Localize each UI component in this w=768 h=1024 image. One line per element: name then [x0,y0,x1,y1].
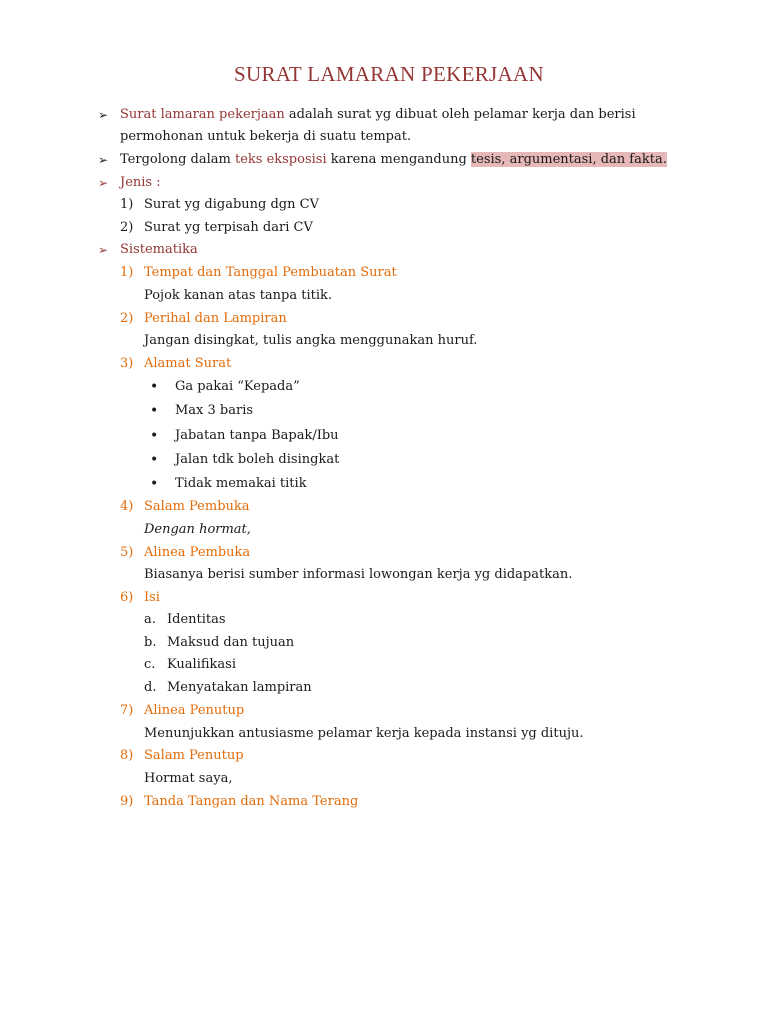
arrow-bullet-icon: ➢ [98,243,109,257]
bullet-dot-icon: • [150,452,159,468]
bullet-item: Tidak memakai titik [175,476,307,491]
list-item: Kualifikasi [167,657,236,672]
list-item: Surat yg terpisah dari CV [144,220,313,235]
bullet-item: Ga pakai “Kepada” [175,379,300,394]
section-heading: Salam Pembuka [144,499,250,514]
section-heading: Perihal dan Lampiran [144,311,287,326]
list-item: Menyatakan lampiran [167,680,312,695]
section-number: 4) [120,499,134,514]
section-heading: Tanda Tangan dan Nama Terang [144,794,359,809]
section-heading: Tempat dan Tanggal Pembuatan Surat [144,265,397,280]
bullet-item: Jalan tdk boleh disingkat [175,452,340,467]
list-item: Surat yg digabung dgn CV [144,197,319,212]
section-desc: Jangan disingkat, tulis angka menggunakan huruf. [144,333,478,348]
bullet-dot-icon: • [150,403,159,419]
bullet-dot-icon: • [150,379,159,395]
section-number: 5) [120,545,134,560]
section-number: 2) [120,311,134,326]
arrow-bullet-icon: ➢ [98,153,109,167]
list-letter: c. [144,657,156,672]
list-item: Maksud dan tujuan [167,635,295,650]
section-number: 9) [120,794,134,809]
section-desc: Hormat saya, [144,771,233,786]
section-number: 7) [120,703,134,718]
list-letter: d. [144,680,157,695]
section-heading: Isi [144,590,160,605]
page-title: SURAT LAMARAN PEKERJAAN [234,62,544,86]
section-desc: Pojok kanan atas tanpa titik. [144,288,333,303]
bullet-dot-icon: • [150,428,159,444]
list-letter: a. [144,612,156,627]
definition-term: Surat lamaran pekerjaan [120,107,285,122]
bullet-dot-icon: • [150,476,159,492]
bullet-item: Jabatan tanpa Bapak/Ibu [175,428,339,443]
list-item: Identitas [167,612,226,627]
section-number: 6) [120,590,134,605]
type-line: Tergolong dalam teks eksposisi karena mengandung tesis, argumentasi, dan fakta. [120,152,667,167]
section-heading: Salam Penutup [144,748,244,763]
section-number: 1) [120,265,134,280]
arrow-bullet-icon: ➢ [98,176,109,190]
highlighted-text: tesis, argumentasi, dan fakta. [470,152,667,167]
list-number: 1) [120,197,134,212]
section-desc: Menunjukkan antusiasme pelamar kerja kepada instansi yg dituju. [144,726,584,741]
arrow-bullet-icon: ➢ [98,108,109,122]
section-desc: Dengan hormat, [144,522,251,537]
list-letter: b. [144,635,157,650]
section-heading: Alinea Pembuka [144,545,251,560]
section-number: 3) [120,356,134,371]
section-desc: Biasanya berisi sumber informasi lowongan kerja yg didapatkan. [144,567,573,582]
section-heading: Alamat Surat [144,356,232,371]
section-number: 8) [120,748,134,763]
definition-line-2: permohonan untuk bekerja di suatu tempat. [120,129,412,144]
type-term: teks eksposisi [234,152,327,167]
definition-line-1 [120,107,636,123]
list-number: 2) [120,220,134,235]
bullet-item: Max 3 baris [175,403,254,418]
sistematika-label: Sistematika [120,242,198,257]
jenis-label: Jenis : [120,175,161,190]
section-heading: Alinea Penutup [144,703,245,718]
definition-text: adalah surat yg dibuat oleh pelamar kerja dan berisi [284,107,636,122]
